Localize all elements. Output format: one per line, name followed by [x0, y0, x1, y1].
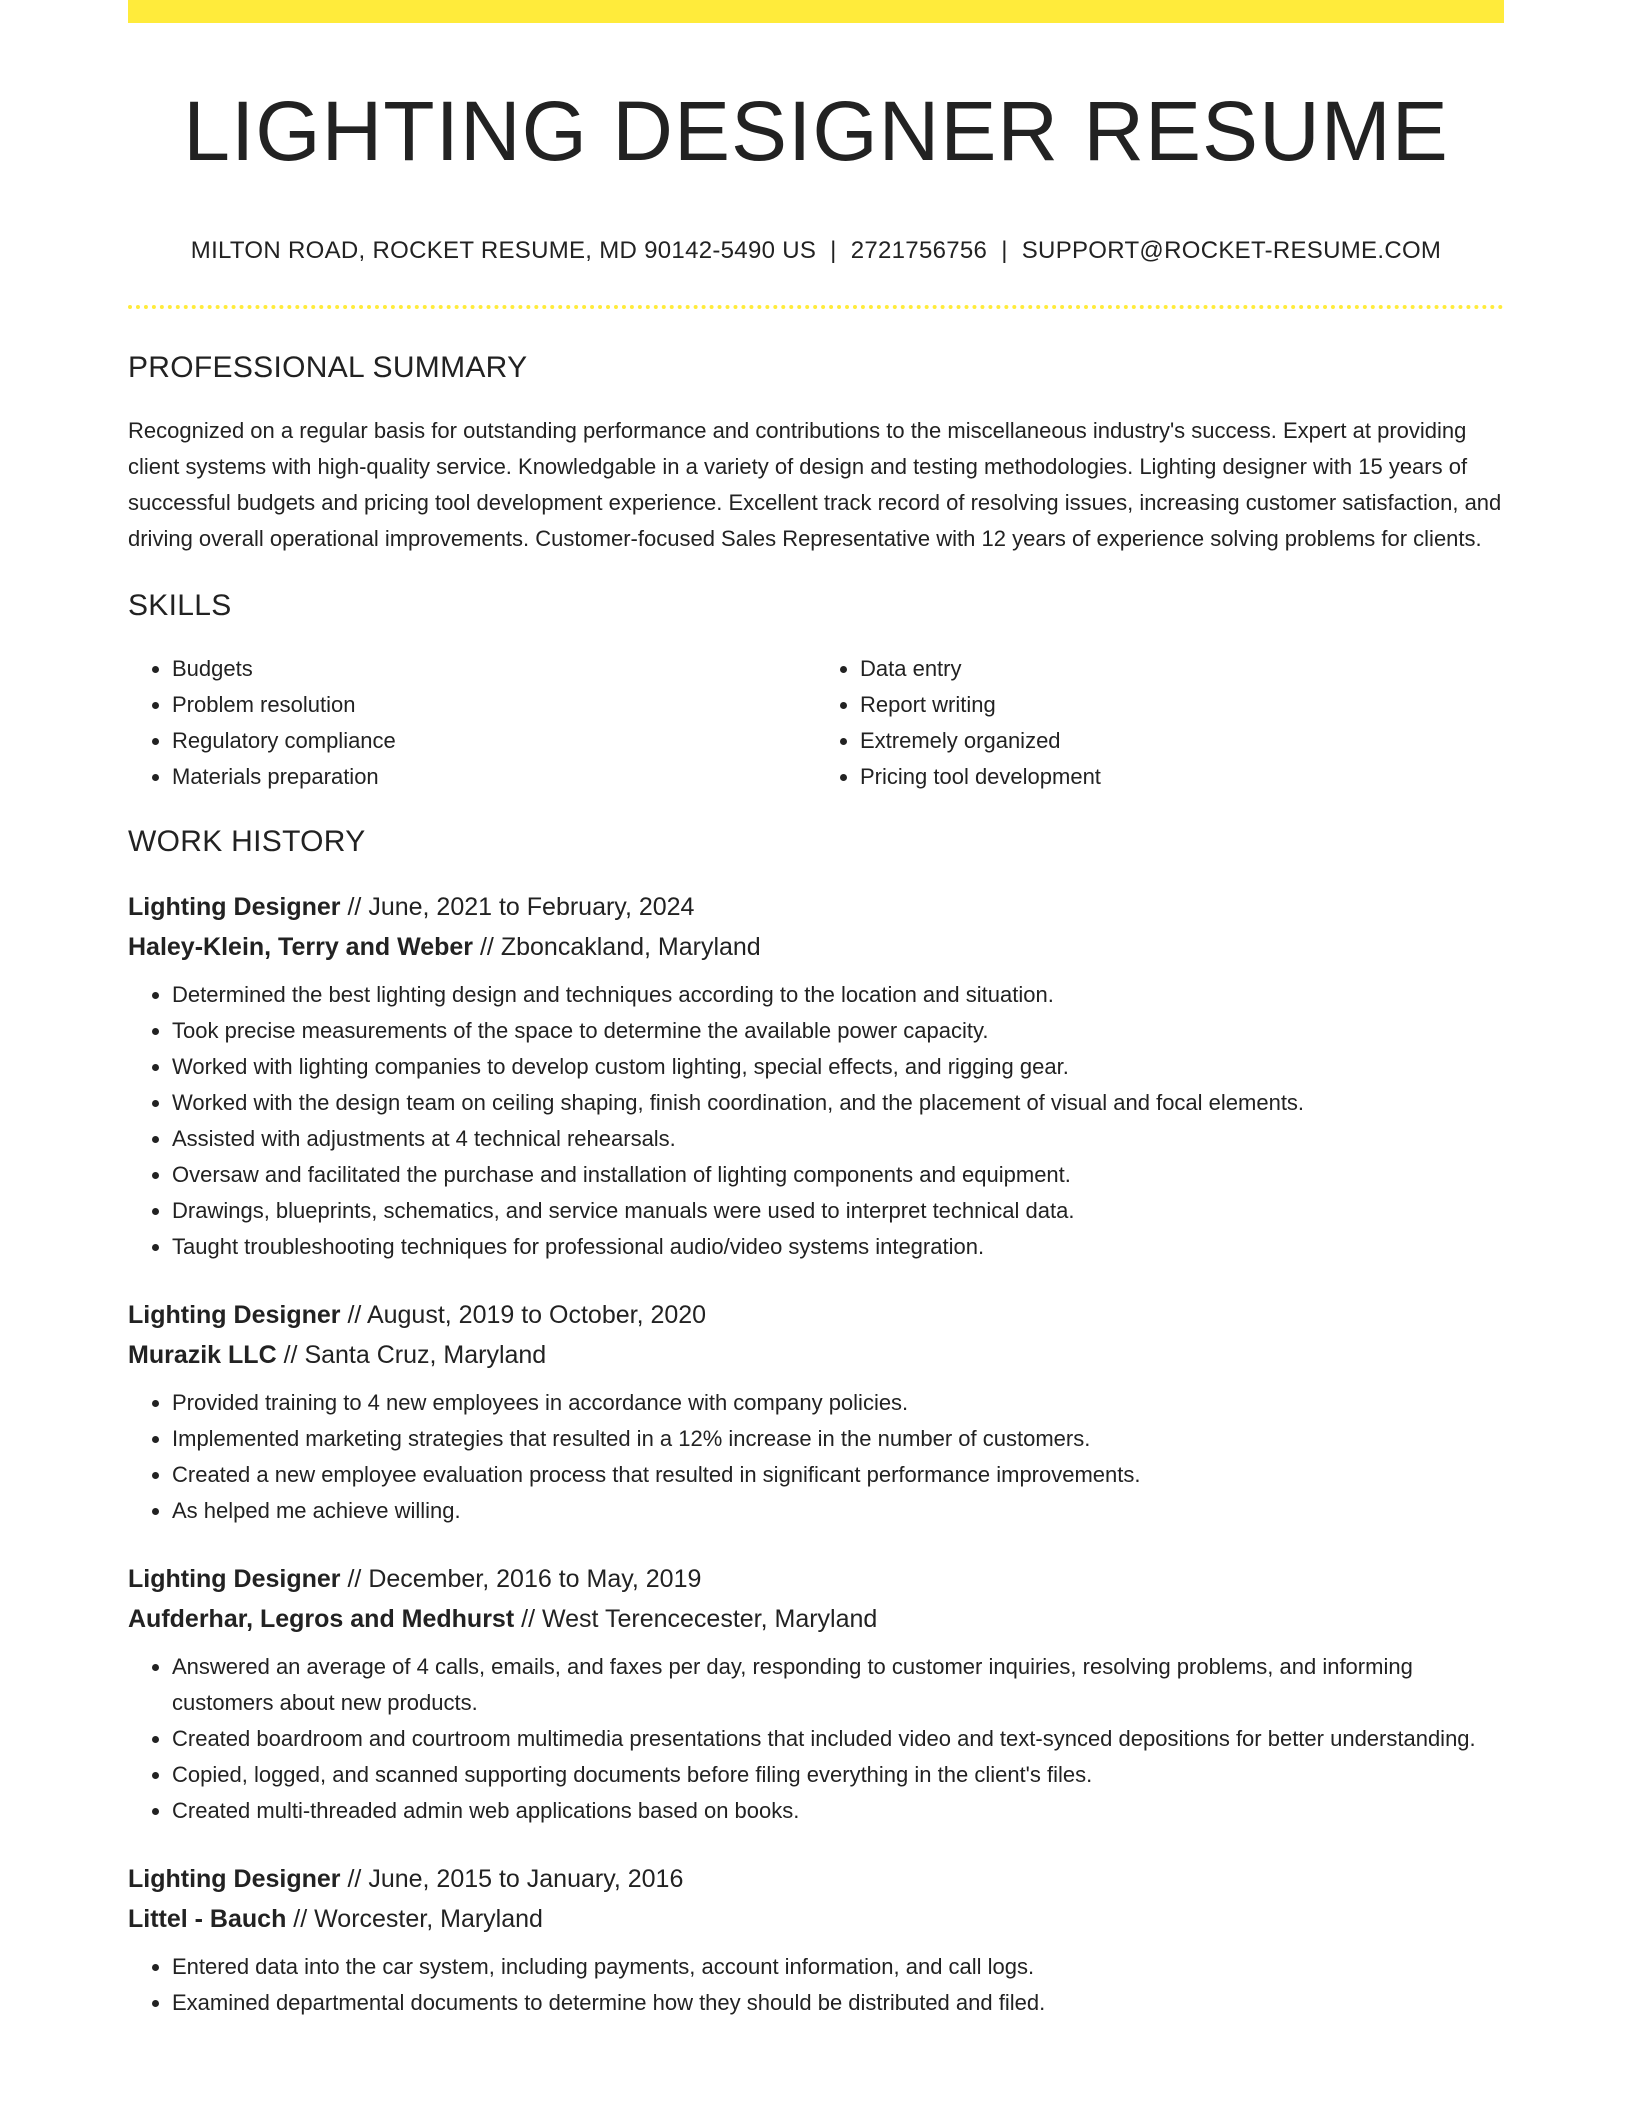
job-bullet: • Assisted with adjustments at 4 technical rehearsals. — [172, 1121, 1504, 1157]
skills-section — [128, 589, 1504, 795]
skills-heading: SKILLS — [128, 589, 232, 623]
job-separator: // — [293, 1905, 308, 1934]
job-separator: // — [521, 1605, 536, 1634]
contact-line — [128, 237, 1504, 265]
job-dates: December, 2016 to May, 2019 — [368, 1565, 702, 1594]
resume-title: LIGHTING DESIGNER RESUME — [183, 84, 1449, 178]
job-bullet: • Copied, logged, and scanned supporting documents before filing everything in the client's files. — [172, 1757, 1504, 1793]
job-bullets — [128, 1385, 1504, 1529]
job-bullet: • Implemented marketing strategies that resulted in a 12% increase in the number of customers. — [172, 1421, 1504, 1457]
work-history-section — [128, 825, 1504, 2021]
skill-item: • Report writing — [860, 687, 1504, 723]
job-company-line — [128, 1899, 1504, 1939]
job-bullet: • Examined departmental documents to determine how they should be distributed and filed. — [172, 1985, 1504, 2021]
job-bullet: • Created multi-threaded admin web applications based on books. — [172, 1793, 1504, 1829]
job-bullet: • Worked with lighting companies to develop custom lighting, special effects, and rigging gear. — [172, 1049, 1504, 1085]
contact-separator: | — [830, 237, 837, 265]
job-bullet: • Created a new employee evaluation process that resulted in significant performance improvements. — [172, 1457, 1504, 1493]
job-company-line — [128, 927, 1504, 967]
job-location: Zboncakland, Maryland — [500, 933, 761, 962]
job-entry — [128, 1859, 1504, 2021]
skills-right-list — [816, 651, 1504, 795]
skills-left-list — [128, 651, 816, 795]
job-company-line — [128, 1335, 1504, 1375]
dotted-divider — [128, 305, 1504, 309]
job-bullet: • Provided training to 4 new employees in accordance with company policies. — [172, 1385, 1504, 1421]
skill-item: • Problem resolution — [172, 687, 816, 723]
job-title-line — [128, 1295, 1504, 1335]
job-company-line — [128, 1599, 1504, 1639]
job-bullets — [128, 977, 1504, 1265]
contact-phone: 2721756756 — [850, 237, 988, 265]
job-company: Murazik LLC — [128, 1341, 277, 1370]
summary-heading: PROFESSIONAL SUMMARY — [128, 351, 528, 385]
skill-item: • Materials preparation — [172, 759, 816, 795]
job-title: Lighting Designer — [128, 1865, 341, 1894]
job-title-line — [128, 1559, 1504, 1599]
job-bullets — [128, 1949, 1504, 2021]
skill-item: • Data entry — [860, 651, 1504, 687]
job-location: West Terencecester, Maryland — [541, 1605, 878, 1634]
job-bullet: • Oversaw and facilitated the purchase and installation of lighting components and equipment. — [172, 1157, 1504, 1193]
accent-top-bar — [128, 0, 1504, 23]
contact-email: SUPPORT@ROCKET-RESUME.COM — [1021, 237, 1442, 265]
job-location: Santa Cruz, Maryland — [304, 1341, 547, 1370]
job-entry — [128, 887, 1504, 1265]
job-company: Littel - Bauch — [128, 1905, 287, 1934]
job-bullet: • Created boardroom and courtroom multimedia presentations that included video and text-synced depositions for better understanding. — [172, 1721, 1504, 1757]
job-title: Lighting Designer — [128, 1301, 341, 1330]
contact-separator: | — [1001, 237, 1008, 265]
job-location: Worcester, Maryland — [314, 1905, 543, 1934]
job-company: Aufderhar, Legros and Medhurst — [128, 1605, 515, 1634]
skills-columns — [128, 651, 1504, 795]
job-title: Lighting Designer — [128, 1565, 341, 1594]
skill-item: • Extremely organized — [860, 723, 1504, 759]
job-dates: June, 2015 to January, 2016 — [368, 1865, 684, 1894]
job-title-line — [128, 1859, 1504, 1899]
job-bullet: • As helped me achieve willing. — [172, 1493, 1504, 1529]
job-bullet: • Taught troubleshooting techniques for professional audio/video systems integration. — [172, 1229, 1504, 1265]
job-bullets — [128, 1649, 1504, 1829]
summary-section — [128, 351, 1504, 557]
job-bullet: • Determined the best lighting design and techniques according to the location and situation. — [172, 977, 1504, 1013]
skill-item: • Regulatory compliance — [172, 723, 816, 759]
job-company: Haley-Klein, Terry and Weber — [128, 933, 474, 962]
job-separator: // — [479, 933, 494, 962]
job-entry — [128, 1559, 1504, 1829]
job-separator: // — [347, 1865, 362, 1894]
skill-item: • Budgets — [172, 651, 816, 687]
skill-item: • Pricing tool development — [860, 759, 1504, 795]
job-separator: // — [347, 1301, 362, 1330]
contact-address: MILTON ROAD, ROCKET RESUME, MD 90142-5490 US — [190, 237, 817, 265]
summary-text: Recognized on a regular basis for outstanding performance and contributions to the miscellaneous industry's success. Expert at providing client systems with high-quality service. Knowledgable in a variety of design and testing methodologies. Lighting designer with 15 years of successful budgets and pricing tool development experience. Excellent track record of resolving issues, increasing customer satisfaction, and driving overall operational improvements. Customer-focused Sales Representative with 12 years of experience solving problems for clients. — [128, 418, 1502, 552]
job-title-line — [128, 887, 1504, 927]
job-separator: // — [347, 893, 362, 922]
job-bullet: • Entered data into the car system, including payments, account information, and call logs. — [172, 1949, 1504, 1985]
job-bullet: • Answered an average of 4 calls, emails, and faxes per day, responding to customer inquiries, resolving problems, and informing customers about new products. — [172, 1649, 1504, 1721]
job-dates: August, 2019 to October, 2020 — [366, 1301, 707, 1330]
job-separator: // — [347, 1565, 362, 1594]
work-history-heading: WORK HISTORY — [128, 825, 366, 859]
job-dates: June, 2021 to February, 2024 — [368, 893, 695, 922]
job-bullet: • Worked with the design team on ceiling shaping, finish coordination, and the placement of visual and focal elements. — [172, 1085, 1504, 1121]
job-separator: // — [283, 1341, 298, 1370]
resume-page — [128, 0, 1504, 2021]
job-bullet: • Took precise measurements of the space to determine the available power capacity. — [172, 1013, 1504, 1049]
job-entry — [128, 1295, 1504, 1529]
job-title: Lighting Designer — [128, 893, 341, 922]
job-bullet: • Drawings, blueprints, schematics, and service manuals were used to interpret technical data. — [172, 1193, 1504, 1229]
